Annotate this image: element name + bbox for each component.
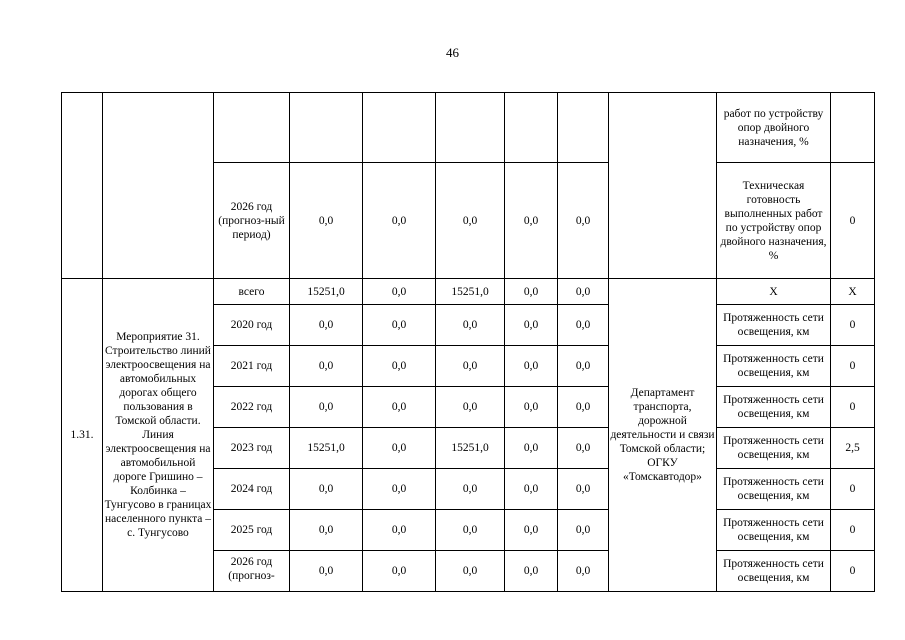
- target-cell: 2,5: [831, 428, 875, 469]
- indicator-cell: работ по устройству опор двойного назначения, %: [717, 93, 831, 163]
- value-cell: 0,0: [505, 346, 558, 387]
- value-cell: 0,0: [436, 551, 505, 592]
- period-cell: 2025 год: [214, 510, 290, 551]
- indicator-cell: Протяженность сети освещения, км: [717, 469, 831, 510]
- value-cell: 0,0: [363, 387, 436, 428]
- value-cell: 0,0: [436, 510, 505, 551]
- period-cell: всего: [214, 279, 290, 305]
- value-cell: 0,0: [505, 551, 558, 592]
- value-cell-empty: [558, 93, 609, 163]
- value-cell: 0,0: [505, 469, 558, 510]
- target-cell: 0: [831, 305, 875, 346]
- value-cell: 0,0: [290, 551, 363, 592]
- value-cell: 0,0: [558, 387, 609, 428]
- indicator-cell: Техническая готовность выполненных работ по устройству опор двойного назначения, %: [717, 163, 831, 279]
- value-cell: 0,0: [290, 387, 363, 428]
- value-cell: 0,0: [363, 510, 436, 551]
- value-cell: 0,0: [558, 551, 609, 592]
- value-cell: 15251,0: [290, 428, 363, 469]
- target-cell-empty: [831, 93, 875, 163]
- value-cell: 0,0: [363, 279, 436, 305]
- indicator-cell: Протяженность сети освещения, км: [717, 551, 831, 592]
- period-cell: 2026 год (прогноз-: [214, 551, 290, 592]
- period-cell: 2024 год: [214, 469, 290, 510]
- value-cell: 0,0: [363, 428, 436, 469]
- value-cell: 0,0: [505, 163, 558, 279]
- program-table: [61, 92, 875, 592]
- value-cell: 0,0: [363, 551, 436, 592]
- value-cell: 0,0: [558, 510, 609, 551]
- indicator-cell: Протяженность сети освещения, км: [717, 305, 831, 346]
- value-cell: 0,0: [290, 305, 363, 346]
- value-cell: 0,0: [558, 163, 609, 279]
- value-cell-empty: [290, 93, 363, 163]
- value-cell: 15251,0: [436, 279, 505, 305]
- table-row: [62, 279, 875, 305]
- value-cell: 15251,0: [436, 428, 505, 469]
- indicator-cell: Протяженность сети освещения, км: [717, 510, 831, 551]
- executor-cell: Департамент транспорта, дорожной деятельности и связи Томской области; ОГКУ «Томскавтодор»: [609, 279, 717, 592]
- indicator-cell: Протяженность сети освещения, км: [717, 346, 831, 387]
- value-cell: 0,0: [436, 163, 505, 279]
- value-cell: 0,0: [363, 163, 436, 279]
- target-cell: 0: [831, 551, 875, 592]
- value-cell-empty: [363, 93, 436, 163]
- period-cell: 2022 год: [214, 387, 290, 428]
- value-cell: 0,0: [436, 387, 505, 428]
- period-cell: 2026 год (прогноз-ный период): [214, 163, 290, 279]
- target-cell: 0: [831, 387, 875, 428]
- value-cell: 0,0: [558, 428, 609, 469]
- value-cell: 0,0: [558, 279, 609, 305]
- value-cell: 0,0: [436, 346, 505, 387]
- table-row: [62, 93, 875, 163]
- number-cell-empty: [62, 93, 103, 279]
- period-cell: 2021 год: [214, 346, 290, 387]
- executor-cell-empty: [609, 93, 717, 279]
- period-cell: 2020 год: [214, 305, 290, 346]
- period-cell: 2023 год: [214, 428, 290, 469]
- value-cell: 0,0: [505, 428, 558, 469]
- value-cell: 0,0: [558, 305, 609, 346]
- value-cell: 0,0: [290, 469, 363, 510]
- value-cell: 0,0: [505, 510, 558, 551]
- page-number: 46: [446, 45, 459, 60]
- value-cell: 0,0: [363, 305, 436, 346]
- value-cell: 0,0: [290, 346, 363, 387]
- value-cell: 0,0: [290, 163, 363, 279]
- target-cell: 0: [831, 163, 875, 279]
- value-cell: 0,0: [505, 279, 558, 305]
- value-cell: 0,0: [436, 469, 505, 510]
- measure-name: Мероприятие 31. Строительство линий электроосвещения на автомобильных дорогах общего пользования в Томской области. Линия электроосвещения на автомобильной дороге Гришино – Колбинка – Тунгусово в границах населенного пункта – с. Тунгусово: [103, 279, 214, 592]
- value-cell: 0,0: [505, 387, 558, 428]
- target-cell: Х: [831, 279, 875, 305]
- indicator-cell: Протяженность сети освещения, км: [717, 387, 831, 428]
- indicator-cell: Х: [717, 279, 831, 305]
- value-cell-empty: [436, 93, 505, 163]
- value-cell: 0,0: [363, 346, 436, 387]
- value-cell: 0,0: [558, 346, 609, 387]
- value-cell: 0,0: [290, 510, 363, 551]
- value-cell-empty: [505, 93, 558, 163]
- period-cell-empty: [214, 93, 290, 163]
- value-cell: 0,0: [363, 469, 436, 510]
- value-cell: 0,0: [505, 305, 558, 346]
- value-cell: 0,0: [436, 305, 505, 346]
- target-cell: 0: [831, 346, 875, 387]
- indicator-cell: Протяженность сети освещения, км: [717, 428, 831, 469]
- target-cell: 0: [831, 510, 875, 551]
- value-cell: 15251,0: [290, 279, 363, 305]
- name-cell-empty: [103, 93, 214, 279]
- target-cell: 0: [831, 469, 875, 510]
- value-cell: 0,0: [558, 469, 609, 510]
- measure-number: 1.31.: [62, 279, 103, 592]
